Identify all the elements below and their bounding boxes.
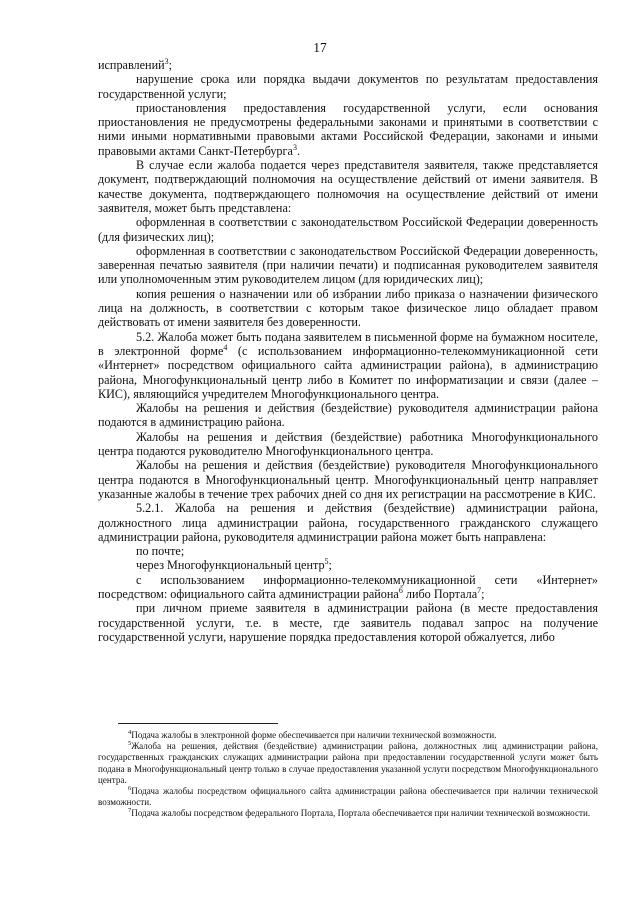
paragraph: при личном приеме заявителя в администрации района (в месте предоставления государственной услуги, т.е. в месте, где заявитель подавал запрос на получение государственной услуги, нарушение порядка предоставления которой обжалуется, либо xyxy=(98,601,598,644)
footnote-ref: 3 xyxy=(292,142,297,152)
footnote: $^5$Жалоба на решения, действия (бездействие) администрации района, должностных лиц администрации района, государственных гражданских служащих администрации района при предоставлении государственной услуги может быть подана в Многофункциональный центр только в случае предоставления указанной услуги посредством Многофункционального центра. xyxy=(98,740,598,785)
footnote-ref: 6 xyxy=(398,585,403,595)
paragraph: по почте; xyxy=(136,544,185,559)
page-number: 17 xyxy=(313,40,327,55)
footnote: $^7$Подача жалобы посредством федерального Портала, Портала обеспечивается при наличии технической возможности. xyxy=(128,807,591,819)
footnote-ref: 3 xyxy=(164,56,169,66)
footnotes xyxy=(98,730,598,820)
paragraph: Жалобы на решения и действия (бездействие) руководителя администрации района подаются в администрацию района. xyxy=(98,401,598,430)
paragraph: с использованием информационно-телекоммуникационной сети «Интернет» посредством: официального сайта администрации района$^6$ либо Портала$^7$; xyxy=(98,572,598,601)
paragraph: Жалобы на решения и действия (бездействие) руководителя Многофункционального центра подаются в Многофункциональный центр. Многофункциональный центр направляет указанные жалобы в течение трех рабочих дней со дня их регистрации на рассмотрение в КИС. xyxy=(98,458,598,501)
footnote: $^4$Подача жалобы в электронной форме обеспечивается при наличии технической возможности. xyxy=(128,728,497,740)
paragraph: 5.2. Жалоба может быть подана заявителем в письменной форме на бумажном носителе, в электронной форме$^4$ (с использованием информационно-телекоммуникационной сети «Интернет» посредством официального сайта администрации района), в администрацию района, Многофункциональный центр либо в Комитет по информатизации и связи (далее – КИС), являющийся учредителем Многофункционального центра. xyxy=(98,329,598,401)
body-text xyxy=(98,58,598,644)
paragraph: исправлений$^3$; xyxy=(98,56,172,72)
paragraph: 5.2.1. Жалоба на решения и действия (бездействие) администрации района, должностного лица администрации района, государственного гражданского служащего администрации района, руководителя администрации района может быть направлена: xyxy=(98,501,598,544)
footnote-mark: 4 xyxy=(128,728,132,736)
footnote-mark: 6 xyxy=(128,784,132,792)
footnote-ref: 4 xyxy=(223,342,228,352)
paragraph: В случае если жалоба подается через представителя заявителя, также представляется документ, подтверждающий полномочия на осуществление действий от имени заявителя. В качестве документа, подтверждающего полномочия на осуществление действий от имени заявителя, может быть представлена: xyxy=(98,158,598,215)
footnote-mark: 7 xyxy=(128,807,132,815)
footnote: $^6$Подача жалобы посредством официального сайта администрации района обеспечивается при наличии технической возможности. xyxy=(98,784,598,808)
paragraph: оформленная в соответствии с законодательством Российской Федерации доверенность (для физических лиц); xyxy=(98,215,598,244)
paragraph: копия решения о назначении или об избрании либо приказа о назначении физического лица на должность, в соответствии с которым такое физическое лицо обладает правом действовать от имени заявителя без доверенности. xyxy=(98,286,598,330)
paragraph: оформленная в соответствии с законодательством Российской Федерации доверенность, заверенная печатью заявителя (при наличии печати) и подписанная руководителем заявителя или уполномоченным этим руководителем лицом (для юридических лиц); xyxy=(98,243,598,287)
paragraph: приостановления предоставления государственной услуги, если основания приостановления не предусмотрены федеральными законами и принятыми в соответствии с ними иными нормативными правовыми актами Российской Федерации, законами и иными правовыми актами Санкт-Петербурга$^3$. xyxy=(98,100,598,158)
paragraph: Жалобы на решения и действия (бездействие) работника Многофункционального центра подаются руководителю Многофункционального центра. xyxy=(98,429,598,459)
footnote-ref: 7 xyxy=(477,585,482,595)
footnote-mark: 5 xyxy=(128,740,132,748)
paragraph: нарушение срока или порядка выдачи документов по результатам предоставления государственной услуги; xyxy=(98,72,598,101)
footnote-divider xyxy=(118,723,278,724)
footnote-ref: 5 xyxy=(324,557,329,567)
paragraph: через Многофункциональный центр$^5$; xyxy=(136,557,332,573)
